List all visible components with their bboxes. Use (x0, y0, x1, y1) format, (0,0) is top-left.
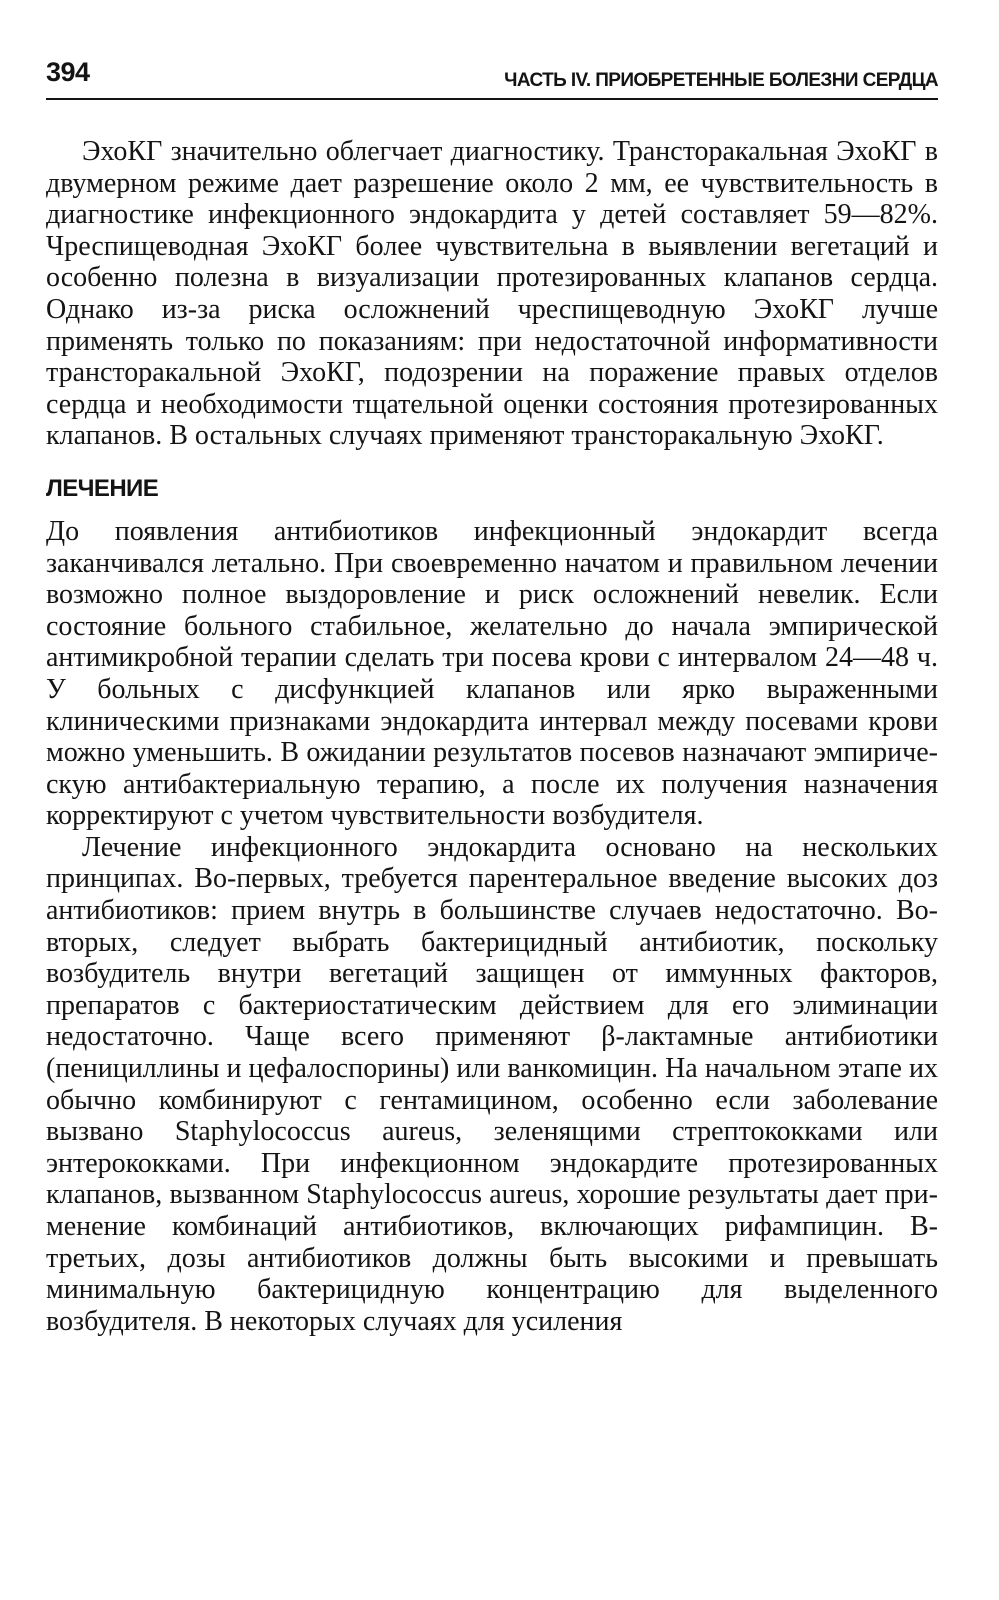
section-heading-treatment: ЛЕЧЕНИЕ (46, 474, 159, 502)
book-page (46, 40, 938, 1337)
page-number: 394 (46, 57, 90, 87)
paragraph-treatment-intro: До появления антибиотиков инфекционный эндокардит всегда заканчивался летально. При своевременно начатом и правильном лечении возможно полное выздоровление и риск осложнений невелик. Если состояние больного стабильное, желательно до начала эмпирической антимикробной терапии сделать три посева крови с интервалом 24—48 ч. У больных с дисфункцией клапанов или ярко выраженными клиническими признаками эндокардита интервал между посевами крови можно уменьшить. В ожидании результатов посевов назначают эмпирическую антибактериальную терапию, а после их получения назначения корректируют с учетом чувствительности возбудителя. (46, 515, 938, 832)
paragraph-echocardiography: ЭхоКГ значительно облегчает диагностику. Трансторакальная ЭхоКГ в двумерном режиме дает разрешение около 2 мм, ее чувствительность в диагностике инфекционного эндокардита у детей составляет 59—82%. Чреспищеводная ЭхоКГ более чувствительна в выявлении вегетаций и особенно полезна в визуализации протезированных клапанов сердца. Однако из-за риска осложнений чреспищеводную ЭхоКГ лучше применять только по показаниям: при недостаточной информативности трансторакальной ЭхоКГ, подозрении на поражение правых отделов сердца и необходимости тщательной оценки состояния протезированных клапанов. В остальных случаях применяют трансторaкальную ЭхоКГ. (46, 136, 938, 452)
paragraph-treatment-principles: Лечение инфекционного эндокардита основано на нескольких принципах. Во-первых, требуется парентеральное введение высоких доз антибиотиков: прием внутрь в большинстве случаев недостаточно. Во-вторых, следует выбрать бактерицидный антибиотик, поскольку возбудитель внутри вегетаций защищен от иммунных факторов, препаратов с бактериостатическим действием для его элиминации недостаточно. Чаще всего применяют β-лактамные антибиотики (пенициллины и цефалоспорины) или ванкомицин. На начальном этапе их обычно комбинируют с гентамицином, особенно если заболевание вызвано Staphylococcus aureus, зеленящими стрептококками или энтерококками. При инфекционном эндокардите протезированных клапанов, вызванном Staphylococcus aureus, хорошие результаты дает применение комбинаций антибиотиков, включающих рифампицин. В-третьих, дозы антибиотиков должны быть высокими и превышать минимальную бактерицидную концентрацию для выделенного возбудителя. В некоторых случаях для усиления (46, 831, 938, 1337)
body-text (46, 136, 938, 1337)
running-title: ЧАСТЬ IV. ПРИОБРЕТЕННЫЕ БОЛЕЗНИ СЕРДЦА (504, 70, 938, 91)
running-head (46, 40, 938, 100)
